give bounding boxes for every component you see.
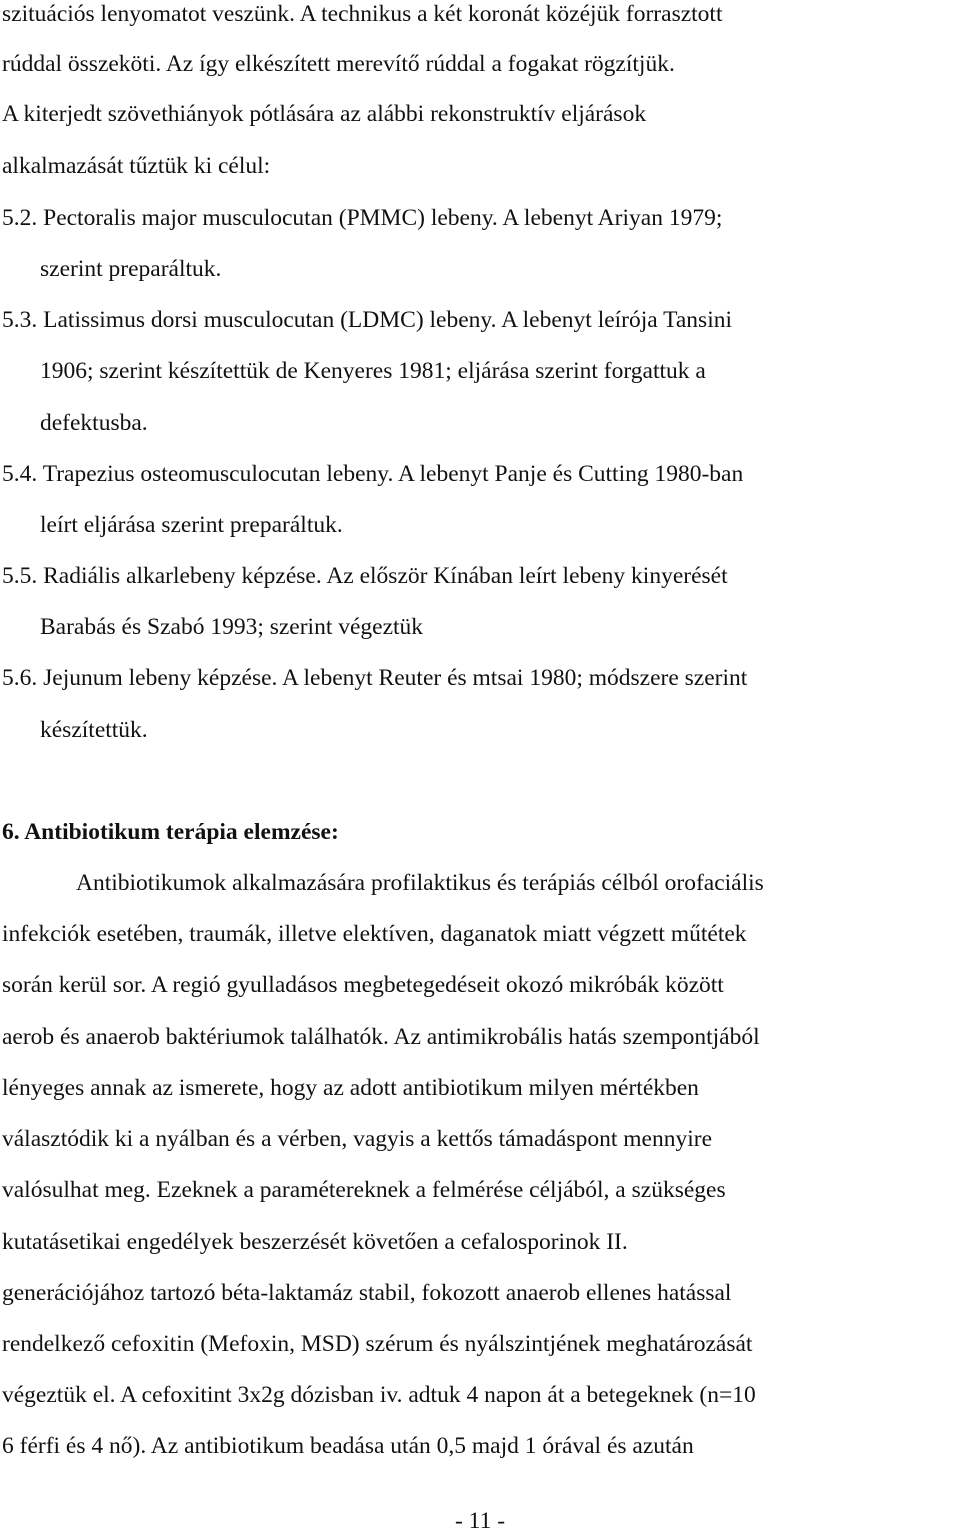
text-line: rúddal összeköti. Az így elkészített merevítő rúddal a fogakat rögzítjük. xyxy=(2,51,675,77)
paragraph-line: rendelkező cefoxitin (Mefoxin, MSD) szérum és nyálszintjének meghatározását xyxy=(2,1331,753,1357)
paragraph-line: 6 férfi és 4 nő). Az antibiotikum beadása után 0,5 majd 1 órával és azután xyxy=(2,1433,694,1459)
text-line: szituációs lenyomatot veszünk. A technikus a két koronát közéjük forrasztott xyxy=(2,1,723,27)
text-line: alkalmazását tűztük ki célul: xyxy=(2,153,271,179)
paragraph-line: során kerül sor. A regió gyulladásos megbetegedéseit okozó mikróbák között xyxy=(2,972,724,998)
paragraph-line: aerob és anaerob baktériumok találhatók. Az antimikrobális hatás szempontjából xyxy=(2,1024,760,1050)
paragraph-line: infekciók esetében, traumák, illetve elektíven, daganatok miatt végzett műtétek xyxy=(2,921,747,947)
paragraph-line: kutatásetikai engedélyek beszerzését követően a cefalosporinok II. xyxy=(2,1229,628,1255)
list-item-5-2: 5.2. Pectoralis major musculocutan (PMMC) lebeny. A lebenyt Ariyan 1979; xyxy=(2,205,723,231)
paragraph-line: generációjához tartozó béta-laktamáz stabil, fokozott anaerob ellenes hatással xyxy=(2,1280,732,1306)
paragraph-line: lényeges annak az ismerete, hogy az adott antibiotikum milyen mértékben xyxy=(2,1075,699,1101)
paragraph-line: választódik ki a nyálban és a vérben, vagyis a kettős támadáspont mennyire xyxy=(2,1126,713,1152)
paragraph-line: végeztük el. A cefoxitint 3x2g dózisban iv. adtuk 4 napon át a betegeknek (n=10 xyxy=(2,1382,756,1408)
text-line: készítettük. xyxy=(40,717,148,743)
page-number: - 11 - xyxy=(454,1508,506,1534)
list-item-5-4: 5.4. Trapezius osteomusculocutan lebeny. A lebenyt Panje és Cutting 1980-ban xyxy=(2,461,744,487)
text-line: defektusba. xyxy=(40,410,148,436)
text-line: 1906; szerint készítettük de Kenyeres 1981; eljárása szerint forgattuk a xyxy=(40,358,706,384)
paragraph-line: Antibiotikumok alkalmazására profilaktikus és terápiás célból orofaciális xyxy=(76,870,764,896)
list-item-5-5: 5.5. Radiális alkarlebeny képzése. Az először Kínában leírt lebeny kinyerését xyxy=(2,563,728,589)
text-line: Barabás és Szabó 1993; szerint végeztük xyxy=(40,614,424,640)
list-item-5-6: 5.6. Jejunum lebeny képzése. A lebenyt Reuter és mtsai 1980; módszere szerint xyxy=(2,665,748,691)
section-heading: 6. Antibiotikum terápia elemzése: xyxy=(2,819,339,845)
list-item-5-3: 5.3. Latissimus dorsi musculocutan (LDMC) lebeny. A lebenyt leírója Tansini xyxy=(2,307,733,333)
text-line: A kiterjedt szövethiányok pótlására az alábbi rekonstruktív eljárások xyxy=(2,101,647,127)
paragraph-line: valósulhat meg. Ezeknek a paramétereknek a felmérése céljából, a szükséges xyxy=(2,1177,726,1203)
text-line: leírt eljárása szerint preparáltuk. xyxy=(40,512,343,538)
text-line: szerint preparáltuk. xyxy=(40,256,222,282)
